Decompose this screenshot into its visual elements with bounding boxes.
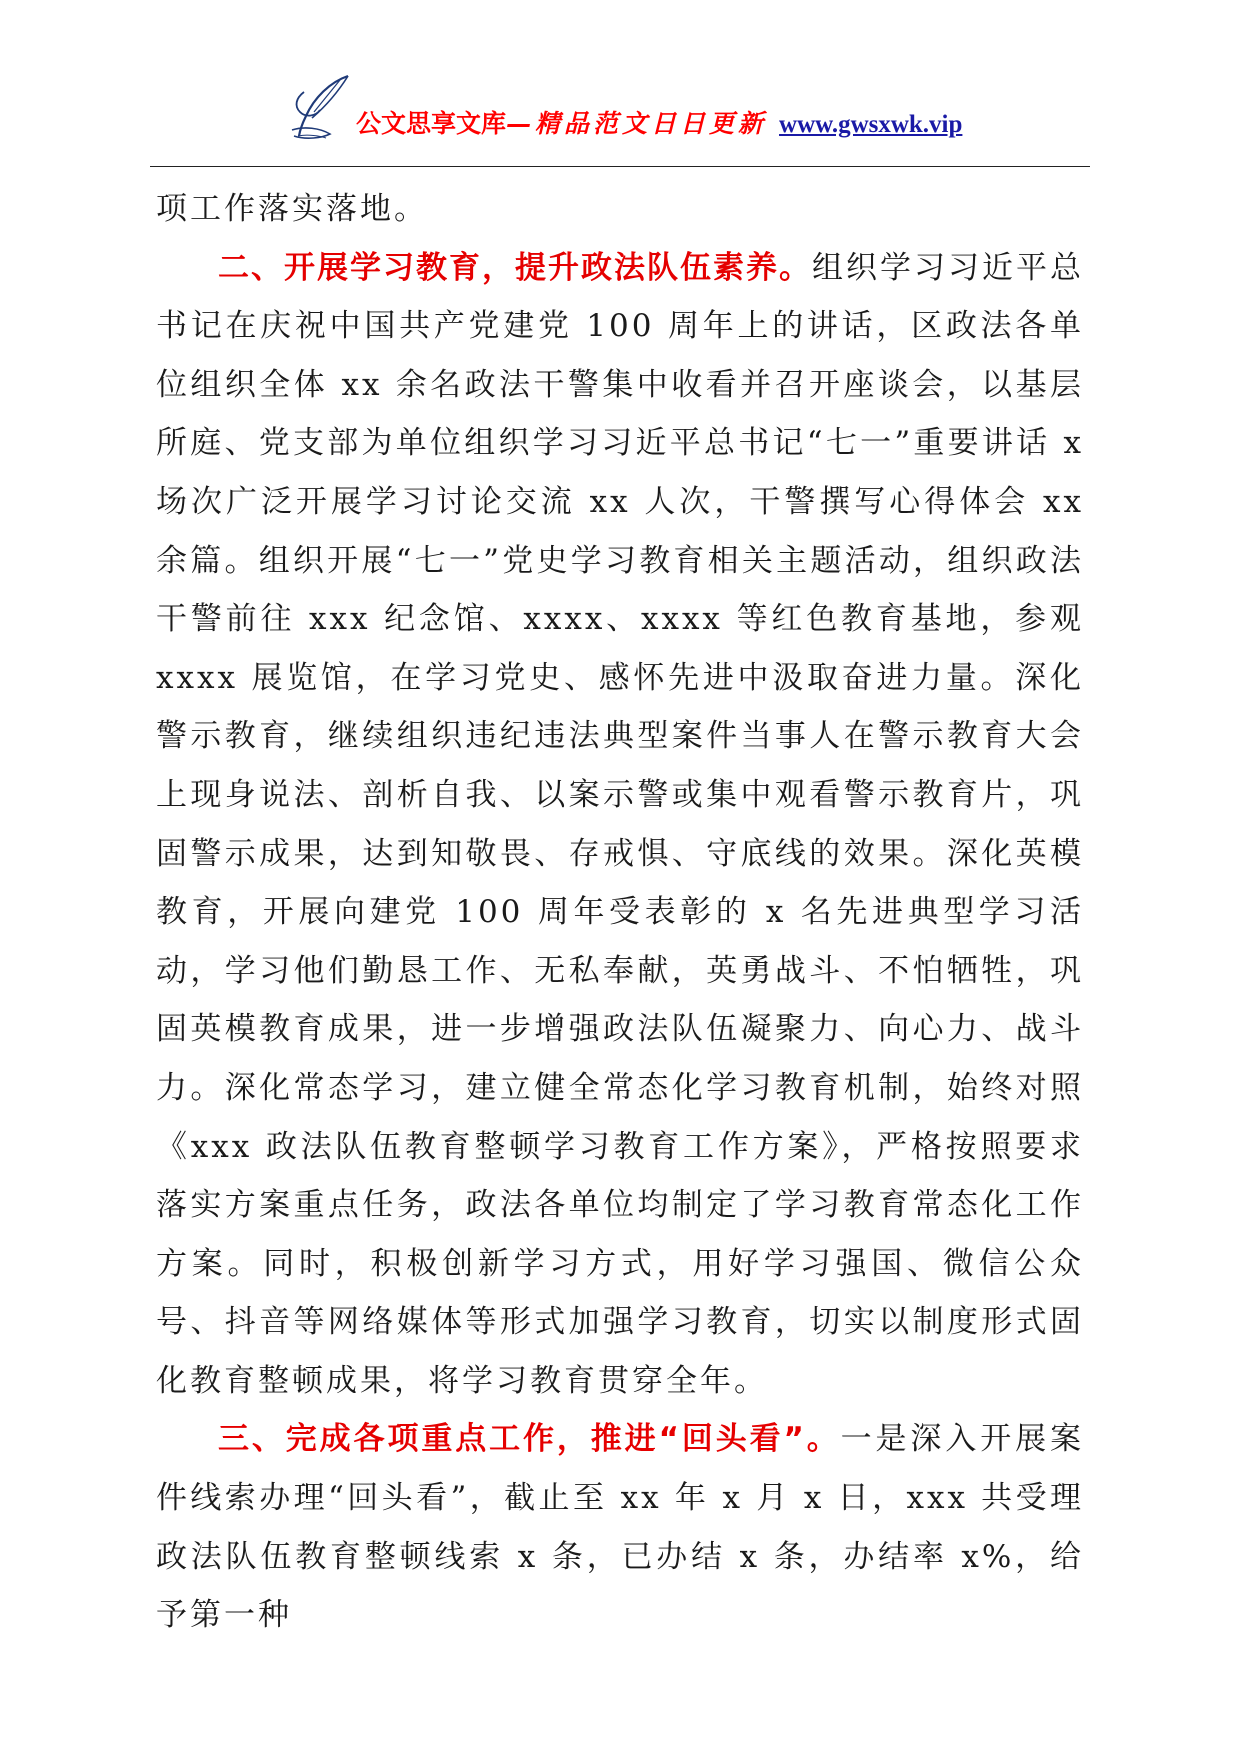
section-3-heading: 三、完成各项重点工作，推进“回头看”。 xyxy=(218,1421,841,1458)
quill-pen-icon xyxy=(286,72,356,144)
site-url-link[interactable]: www.gwsxwk.vip xyxy=(779,111,963,138)
continuation-paragraph: 项工作落实落地。 xyxy=(156,191,428,227)
document-body xyxy=(156,180,1084,1645)
section-2-text: 组织学习习近平总书记在庆祝中国共产党建党 100 周年上的讲话，区政法各单位组织全体 xx 余名政法干警集中收看并召开座谈会，以基层所庭、党支部为单位组织学习习近平总书记“七一”重要讲话 x 场次广泛开展学习讨论交流 xx 人次，干警撰写心得体会 xx 余篇。组织开展“七一”党史学习教育相关主题活动，组织政法干警前往 xxx 纪念馆、xxxx、xxxx 等红色教育基地，参观 xxxx 展览馆，在学习党史、感怀先进中汲取奋进力量。深化警示教育，继续组织违纪违法典型案件当事人在警示教育大会上现身说法、剖析自我、以案示警或集中观看警示教育片，巩固警示成果，达到知敬畏、存戒惧、守底线的效果。深化英模教育，开展向建党 100 周年受表彰的 x 名先进典型学习活动，学习他们勤恳工作、无私奉献，英勇战斗、不怕牺牲，巩固英模教育成果，进一步增强政法队伍凝聚力、向心力、战斗力。深化常态学习，建立健全常态化学习教育机制，始终对照《xxx 政法队伍教育整顿学习教育工作方案》，严格按照要求落实方案重点任务，政法各单位均制定了学习教育常态化工作方案。同时，积极创新学习方式，用好学习强国、微信公众号、抖音等网络媒体等形式加强学习教育，切实以制度形式固化教育整顿成果，将学习教育贯穿全年。 xyxy=(156,249,1084,1399)
site-slogan: —精品范文日日更新 xyxy=(506,109,768,138)
section-3-text: 一是深入开展案件线索办理“回头看”，截止至 xx 年 x 月 x 日，xxx 共受理政法队伍教育整顿线索 x 条，已办结 x 条，办结率 x%，给予第一种 xyxy=(156,1421,1084,1634)
page-header xyxy=(150,60,1090,168)
site-name: 公文思享文库 xyxy=(356,109,507,138)
section-3-paragraph xyxy=(156,1410,1084,1644)
section-2-heading: 二、开展学习教育，提升政法队伍素养。 xyxy=(218,249,812,286)
header-divider xyxy=(150,166,1090,167)
header-text xyxy=(356,104,962,145)
section-2-paragraph xyxy=(156,239,1084,1411)
